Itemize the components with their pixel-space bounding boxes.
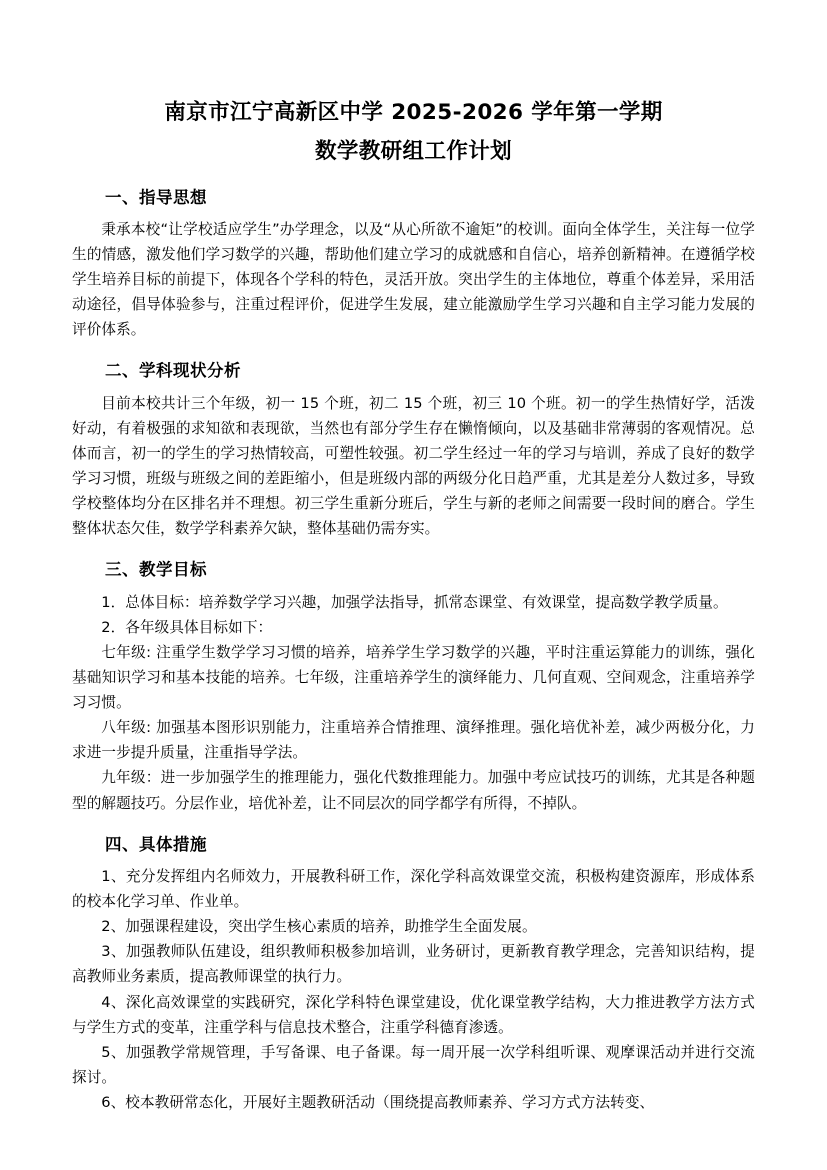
paragraph: 6、校本教研常态化，开展好主题教研活动（围绕提高教师素养、学习方式方法转变、 <box>101 1093 655 1111</box>
section-heading: 二、学科现状分析 <box>105 361 241 381</box>
title-line-1: 南京市江宁高新区中学 2025-2026 学年第一学期 <box>164 100 663 125</box>
section-teaching-goals <box>72 557 755 815</box>
section-subject-status <box>72 358 755 541</box>
paragraph: 九年级：进一步加强学生的推理能力，强化代数推理能力。加强中考应试技巧的训练，尤其是各种题型的解题技巧。分层作业，培优补差，让不同层次的同学都学有所得，不掉队。 <box>72 769 755 812</box>
page-title <box>72 96 755 169</box>
paragraph: 八年级: 加强基本图形识别能力，注重培养合情推理、演绎推理。强化培优补差，减少两极分化，力求进一步提升质量，注重指导学法。 <box>72 719 755 762</box>
paragraph: 3、加强教师队伍建设，组织教师积极参加培训，业务研讨，更新教育教学理念，完善知识结构，提高教师业务素质，提高教师课堂的执行力。 <box>72 943 755 986</box>
section-heading: 四、具体措施 <box>105 834 207 854</box>
title-line-2: 数学教研组工作计划 <box>314 139 513 165</box>
section-guiding-ideology <box>72 185 755 343</box>
paragraph: 七年级: 注重学生数学学习习惯的培养，培养学生学习数学的兴趣，平时注重运算能力的训练，强化基础知识学习和基本技能的培养。七年级，注重培养学生的演绎能力、几何直观、空间观念，注重培养学习习惯。 <box>72 644 755 712</box>
section-heading: 三、教学目标 <box>105 560 207 580</box>
section-concrete-measures <box>72 832 755 1115</box>
paragraph: 2、加强课程建设，突出学生核心素质的培养，助推学生全面发展。 <box>101 918 537 936</box>
paragraph: 4、深化高效课堂的实践研究，深化学科特色课堂建设，优化课堂教学结构，大力推进教学方法方式与学生方式的变革，注重学科与信息技术整合，注重学科德育渗透。 <box>72 993 755 1036</box>
paragraph: 秉承本校“让学校适应学生”办学理念，以及“从心所欲不逾矩”的校训。面向全体学生，关注每一位学生的情感，激发他们学习数学的兴趣，帮助他们建立学习的成就感和自信心，培养创新精神。在遵循学校学生培养目标的前提下，体现各个学科的特色，灵活开放。突出学生的主体地位，尊重个体差异，采用活动途径，倡导体验参与，注重过程评价，促进学生发展，建立能激励学生学习兴趣和自主学习能力发展的评价体系。 <box>72 221 755 339</box>
section-heading: 一、指导思想 <box>105 187 207 207</box>
paragraph: 1、充分发挥组内名师效力，开展教科研工作，深化学科高效课堂交流，积极构建资源库，形成体系的校本化学习单、作业单。 <box>72 868 755 911</box>
paragraph: 目前本校共计三个年级，初一 15 个班，初二 15 个班，初三 10 个班。初一的学生热情好学，活泼好动，有着极强的求知欲和表现欲，当然也有部分学生存在懒惰倾向，以及基础非常薄弱的客观情况。总体而言，初一的学生的学习热情较高，可塑性较强。初二学生经过一年的学习与培训，养成了良好的数学学习习惯，班级与班级之间的差距缩小，但是班级内部的两级分化日趋严重，尤其是差分人数过多，导致学校整体均分在区排名并不理想。初三学生重新分班后，学生与新的老师之间需要一段时间的磨合。学生整体状态欠佳，数学学科素养欠缺，整体基础仍需夯实。 <box>72 394 755 538</box>
paragraph: 1．总体目标：培养数学学习兴趣，加强学法指导，抓常态课堂、有效课堂，提高数学教学质量。 <box>101 593 728 611</box>
paragraph: 5、加强教学常规管理，手写备课、电子备课。每一周开展一次学科组听课、观摩课活动并进行交流探讨。 <box>72 1043 755 1086</box>
paragraph: 2．各年级具体目标如下： <box>101 618 273 636</box>
